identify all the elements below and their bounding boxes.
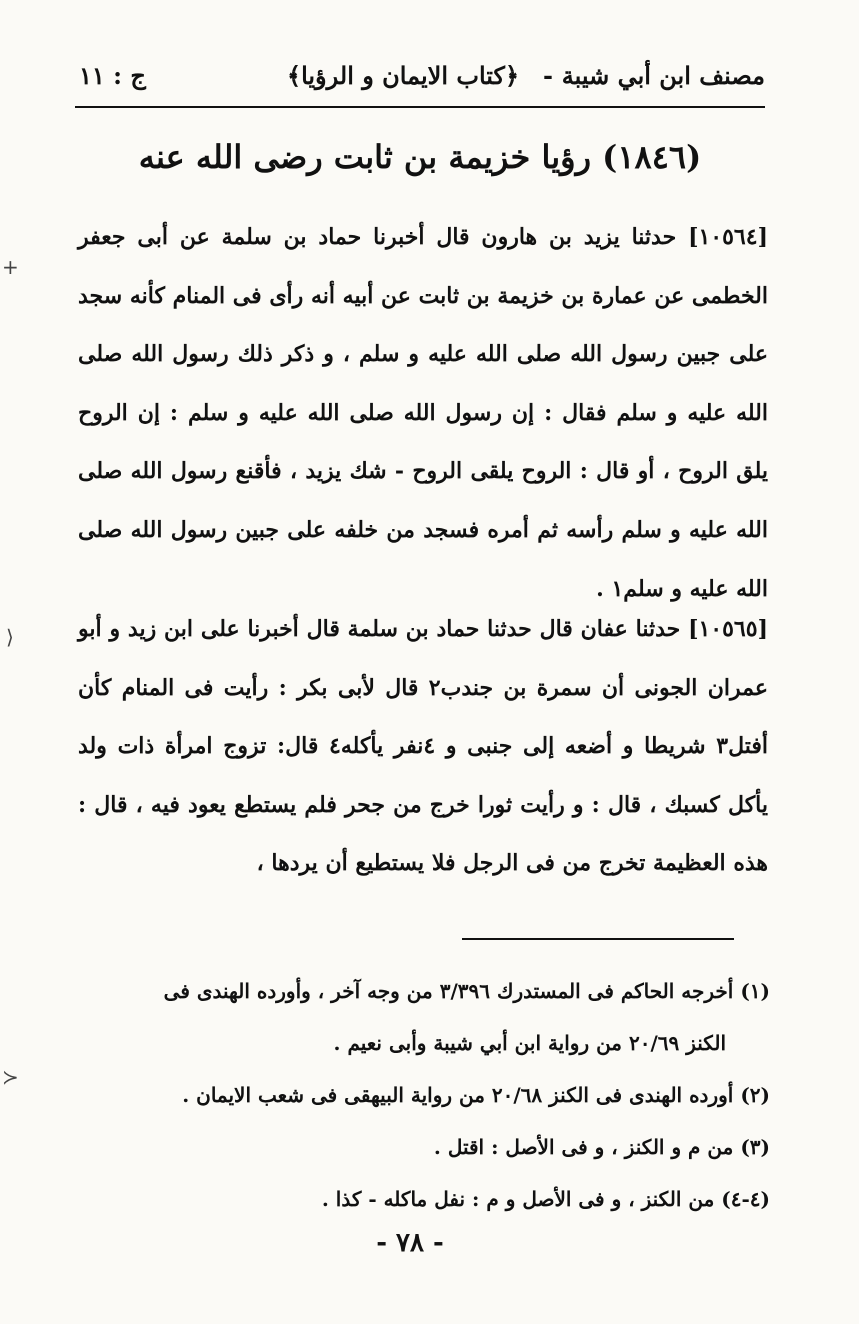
footnote-text: من م و الكنز ، و فى الأصل : اقتل . [433,1135,734,1159]
footnote-text: أخرجه الحاكم فى المستدرك ٣/٣٩٦ من وجه آخر ، وأورده الهندى فى [163,979,734,1003]
chapter-title: ﴿كتاب الايمان و الرؤيا﴾ [287,61,520,90]
running-header [75,55,765,101]
margin-mark-icon: ≻ [2,1065,19,1089]
margin-mark-icon: + [2,255,19,279]
footnote-divider [462,938,734,940]
book-title: مصنف ابن أبي شيبة [561,61,765,90]
hadith-paragraph-1: [١٠٥٦٤] حدثنا يزيد بن هارون قال أخبرنا حماد بن سلمة عن أبى جعفر الخطمى عن عمارة بن خزيمة بن ثابت عن أبيه أنه رأى فى المنام كأنه سجد على جبين رسول الله صلى الله عليه و سلم ، و ذكر ذلك رسول الله صلى الله عليه و سلم فقال : إن رسول الله صلى الله عليه و سلم : إن الروح يلق الروح ، أو قال : الروح يلقى الروح - شك يزيد ، فأقنع رسول الله صلى الله عليه و سلم رأسه ثم أمره فسجد من خلفه على جبين رسول الله صلى الله عليه و سلم١ . [78,224,768,602]
footnote-item [78,1173,770,1225]
header-divider [75,106,765,108]
margin-mark-icon: ⟩ [6,625,14,649]
footnote-number: (٤-٤) [721,1187,770,1211]
footnote-item [78,1121,770,1173]
footnote-text: أورده الهندى فى الكنز ٢٠/٦٨ من رواية البيهقى فى شعب الايمان . [182,1083,734,1107]
footnote-item [78,965,770,1069]
footnote-number: (٢) [740,1083,770,1107]
header-separator: - [543,61,553,90]
footnotes [78,965,770,1225]
footnote-text: من الكنز ، و فى الأصل و م : نفل ماكله - كذا . [321,1187,715,1211]
footnote-number: (١) [740,979,770,1003]
volume-number: ج : ١١ [79,61,146,90]
footnote-item [78,1069,770,1121]
footnote-number: (٣) [740,1135,770,1159]
section-title: (١٨٤٦) رؤيا خزيمة بن ثابت رضى الله عنه [138,138,702,176]
page-number: - ٧٨ - [376,1228,444,1258]
footnote-continuation: الكنز ٢٠/٦٩ من رواية ابن أبي شيبة وأبى نعيم . [333,1031,726,1055]
hadith-paragraph-2: [١٠٥٦٥] حدثنا عفان قال حدثنا حماد بن سلمة قال أخبرنا على ابن زيد و أبو عمران الجونى أن سمرة بن جندب٢ قال لأبى بكر : رأيت فى المنام كأن أفتل٣ شريطا و أضعه إلى جنبى و ٤نفر يأكله٤ قال: تزوج امرأة ذات ولد يأكل كسبك ، قال : و رأيت ثورا خرج من جحر فلم يستطع يعود فيه ، قال : هذه العظيمة تخرج من فى الرجل فلا يستطيع أن يردها ، [78,616,768,877]
